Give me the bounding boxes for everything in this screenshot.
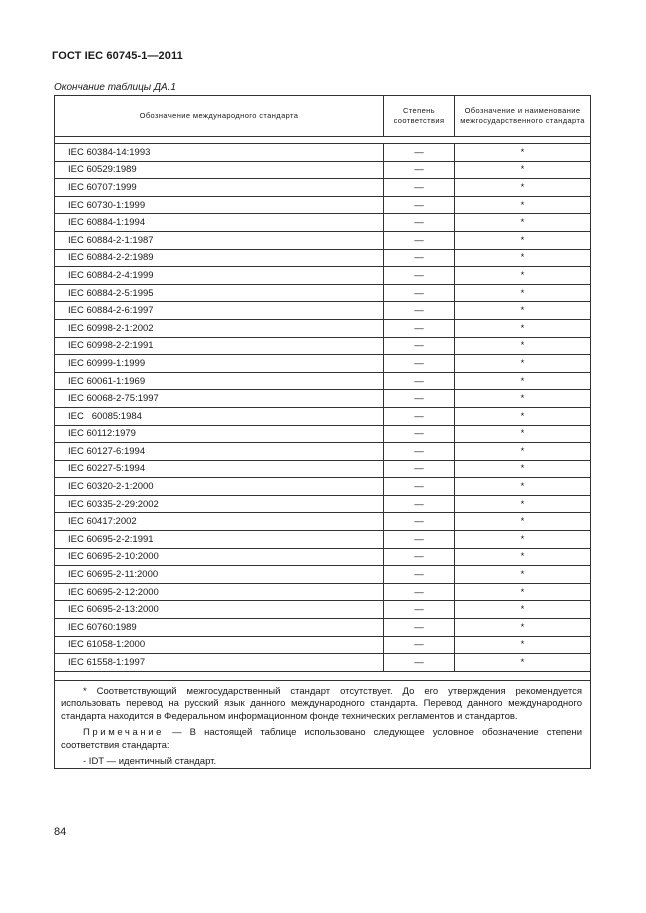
- table-row: [55, 162, 590, 180]
- table-row: [55, 214, 590, 232]
- table-row: [55, 144, 590, 162]
- interstate-standard-cell: *: [454, 373, 590, 390]
- table-caption: Окончание таблицы ДА.1: [54, 82, 176, 93]
- standard-designation-cell: IEC 61058-1:2000: [68, 639, 146, 651]
- interstate-standard-cell: *: [454, 162, 590, 179]
- interstate-standard-cell: *: [454, 250, 590, 267]
- interstate-standard-cell: *: [454, 601, 590, 618]
- table-header: [55, 96, 590, 137]
- conformity-degree-cell: —: [383, 232, 454, 249]
- conformity-degree-cell: —: [383, 320, 454, 337]
- standard-designation-cell: IEC 60061-1:1969: [68, 375, 146, 387]
- table-row: [55, 179, 590, 197]
- conformity-degree-cell: —: [383, 426, 454, 443]
- interstate-standard-cell: *: [454, 408, 590, 425]
- table-row: [55, 285, 590, 303]
- conformity-degree-cell: —: [383, 478, 454, 495]
- interstate-standard-cell: *: [454, 197, 590, 214]
- conformity-degree-cell: —: [383, 373, 454, 390]
- table-row: [55, 267, 590, 285]
- page-number: 84: [54, 826, 67, 838]
- interstate-standard-cell: *: [454, 566, 590, 583]
- note-paragraph: [61, 727, 582, 752]
- standard-designation-cell: IEC 60695-2-13:2000: [68, 604, 159, 616]
- conformity-degree-cell: —: [383, 619, 454, 636]
- conformity-degree-cell: —: [383, 531, 454, 548]
- standard-designation-cell: IEC 60707:1999: [68, 181, 137, 193]
- table-row: [55, 426, 590, 444]
- table-row: [55, 355, 590, 373]
- standard-designation-cell: IEC 60760:1989: [68, 621, 137, 633]
- standard-designation-cell: IEC 60999-1:1999: [68, 357, 146, 369]
- standard-designation-cell: IEC 60884-2-5:1995: [68, 287, 154, 299]
- table-row: [55, 531, 590, 549]
- conformity-degree-cell: —: [383, 549, 454, 566]
- table-row: [55, 619, 590, 637]
- conformity-degree-cell: —: [383, 214, 454, 231]
- table-row: [55, 443, 590, 461]
- standard-designation-cell: IEC 60884-2-4:1999: [68, 269, 154, 281]
- interstate-standard-cell: *: [454, 619, 590, 636]
- table-row: [55, 250, 590, 268]
- interstate-standard-cell: *: [454, 355, 590, 372]
- conformity-degree-cell: —: [383, 513, 454, 530]
- interstate-standard-cell: *: [454, 179, 590, 196]
- conformity-degree-cell: —: [383, 461, 454, 478]
- standard-designation-cell: IEC 60695-2-2:1991: [68, 533, 154, 545]
- conformity-degree-cell: —: [383, 302, 454, 319]
- interstate-standard-cell: *: [454, 654, 590, 671]
- standard-designation-cell: IEC 60417:2002: [68, 516, 137, 528]
- interstate-standard-cell: *: [454, 478, 590, 495]
- conformity-degree-cell: —: [383, 496, 454, 513]
- standard-designation-cell: IEC 60320-2-1:2000: [68, 481, 154, 493]
- interstate-standard-cell: *: [454, 584, 590, 601]
- conformity-degree-cell: —: [383, 338, 454, 355]
- table-row: [55, 584, 590, 602]
- table-notes: [55, 680, 590, 772]
- conformity-degree-cell: —: [383, 267, 454, 284]
- standard-designation-cell: IEC 60335-2-29:2002: [68, 498, 159, 510]
- table-row: [55, 338, 590, 356]
- conformity-degree-cell: —: [383, 162, 454, 179]
- idt-definition: - IDT — идентичный стандарт.: [83, 756, 217, 768]
- conformity-degree-cell: —: [383, 566, 454, 583]
- interstate-standard-cell: *: [454, 531, 590, 548]
- column-header-international-standard: Обозначение международного стандарта: [139, 111, 299, 120]
- interstate-standard-cell: *: [454, 267, 590, 284]
- table-row: [55, 197, 590, 215]
- standard-designation-cell: IEC 60884-2-1:1987: [68, 234, 154, 246]
- interstate-standard-cell: *: [454, 549, 590, 566]
- column-header-interstate-standard: Обозначение и наименование межгосударственного стандарта: [454, 96, 590, 136]
- interstate-standard-cell: *: [454, 443, 590, 460]
- standard-designation-cell: IEC 61558-1:1997: [68, 657, 146, 669]
- conformity-degree-cell: —: [383, 637, 454, 654]
- table-row: [55, 566, 590, 584]
- interstate-standard-cell: *: [454, 232, 590, 249]
- standard-designation-cell: IEC 60529:1989: [68, 164, 137, 176]
- table-row: [55, 408, 590, 426]
- table-row: [55, 478, 590, 496]
- interstate-standard-cell: *: [454, 496, 590, 513]
- conformity-degree-cell: —: [383, 408, 454, 425]
- standard-designation-cell: IEC 60127-6:1994: [68, 445, 146, 457]
- conformity-degree-cell: —: [383, 250, 454, 267]
- note-label: Примечание: [83, 727, 164, 739]
- table-body: [55, 143, 590, 672]
- interstate-standard-cell: *: [454, 461, 590, 478]
- table-row: [55, 320, 590, 338]
- standard-designation-cell: IEC 60384-14:1993: [68, 146, 151, 158]
- table-row: [55, 549, 590, 567]
- standard-designation-cell: IEC 60695-2-12:2000: [68, 586, 159, 598]
- document-code: ГОСТ IEC 60745-1—2011: [52, 50, 183, 62]
- conformity-degree-cell: —: [383, 197, 454, 214]
- standard-designation-cell: IEC 60998-2-2:1991: [68, 340, 154, 352]
- interstate-standard-cell: *: [454, 144, 590, 161]
- table-row: [55, 302, 590, 320]
- interstate-standard-cell: *: [454, 320, 590, 337]
- standard-designation-cell: IEC 60112:1979: [68, 428, 136, 440]
- conformity-degree-cell: —: [383, 654, 454, 671]
- conformity-degree-cell: —: [383, 584, 454, 601]
- standards-table: [54, 95, 591, 769]
- interstate-standard-cell: *: [454, 338, 590, 355]
- interstate-standard-cell: *: [454, 426, 590, 443]
- interstate-standard-cell: *: [454, 214, 590, 231]
- standard-designation-cell: IEC 60695-2-10:2000: [68, 551, 159, 563]
- standard-designation-cell: IEC 60884-2-6:1997: [68, 305, 154, 317]
- table-row: [55, 637, 590, 655]
- interstate-standard-cell: *: [454, 390, 590, 407]
- table-row: [55, 390, 590, 408]
- table-row: [55, 513, 590, 531]
- standard-designation-cell: IEC 60068-2-75:1997: [68, 393, 159, 405]
- conformity-degree-cell: —: [383, 285, 454, 302]
- conformity-degree-cell: —: [383, 355, 454, 372]
- note-text: — В настоящей таблице использовано следующее условное обозначение степени соответствия стандарта:: [61, 727, 582, 751]
- conformity-degree-cell: —: [383, 390, 454, 407]
- conformity-degree-cell: —: [383, 179, 454, 196]
- interstate-standard-cell: *: [454, 513, 590, 530]
- standard-designation-cell: IEC 60695-2-11:2000: [68, 569, 159, 581]
- standard-designation-cell: IEC 60227-5:1994: [68, 463, 146, 475]
- conformity-degree-cell: —: [383, 443, 454, 460]
- interstate-standard-cell: *: [454, 302, 590, 319]
- standard-designation-cell: IEC 60884-1:1994: [68, 217, 146, 229]
- interstate-standard-cell: *: [454, 637, 590, 654]
- table-row: [55, 601, 590, 619]
- table-row: [55, 373, 590, 391]
- table-row: [55, 654, 590, 672]
- standard-designation-cell: IEC 60884-2-2:1989: [68, 252, 154, 264]
- standard-designation-cell: IEC 60730-1:1999: [68, 199, 146, 211]
- conformity-degree-cell: —: [383, 144, 454, 161]
- standard-designation-cell: IEC 60998-2-1:2002: [68, 322, 154, 334]
- footnote: * Соответствующий межгосударственный стандарт отсутствует. До его утверждения рекомендуется использовать перевод на русский язык данного международного стандарта. Перевод данного международного стандарта находится в Федеральном информационном фонде технических регламентов и стандартов.: [61, 686, 582, 722]
- column-header-degree-of-conformity: Степень соответствия: [383, 96, 454, 136]
- table-row: [55, 496, 590, 514]
- table-row: [55, 232, 590, 250]
- interstate-standard-cell: *: [454, 285, 590, 302]
- table-row: [55, 461, 590, 479]
- conformity-degree-cell: —: [383, 601, 454, 618]
- standard-designation-cell: IEC 60085:1984: [68, 410, 142, 422]
